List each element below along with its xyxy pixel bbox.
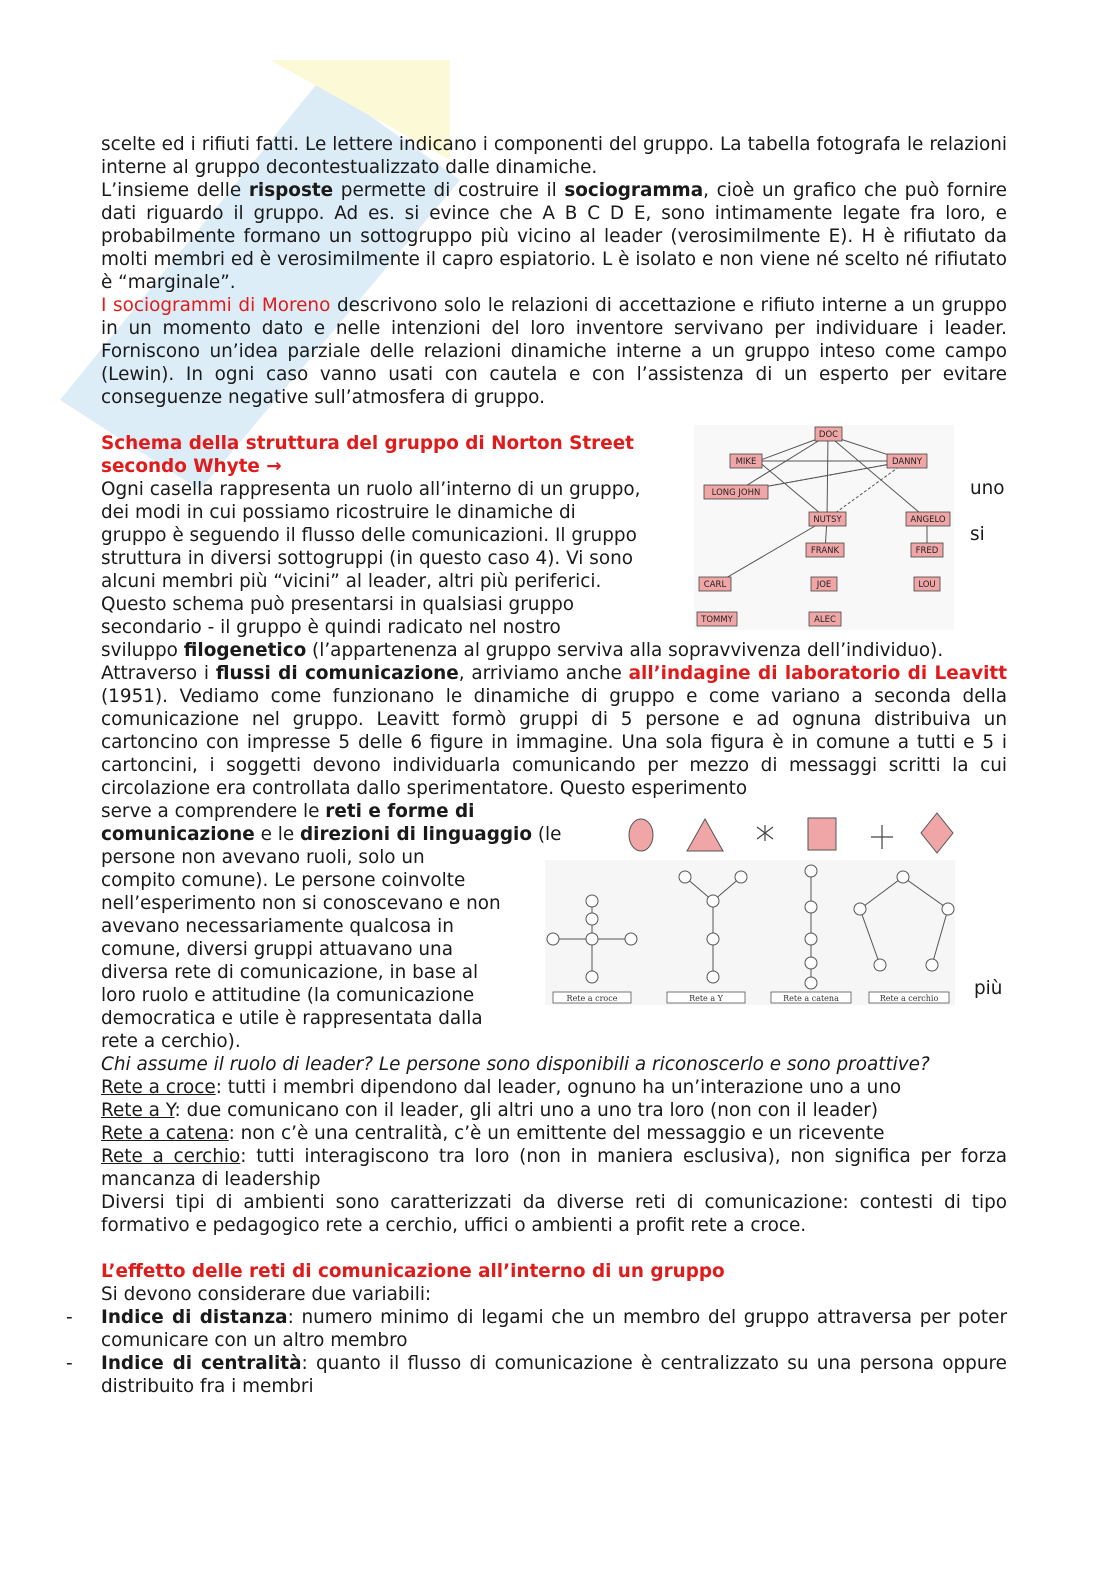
text-line: diversa rete di comunicazione, in base al <box>101 962 479 983</box>
node-label: NUTSY <box>813 515 842 525</box>
text-line: dei modi in cui possiamo ricostruire le dinamiche di <box>101 502 576 523</box>
paragraph-variabili: Si devono considerare due variabili: <box>101 1284 432 1305</box>
text-line: secondario - il gruppo è quindi radicato nel nostro <box>101 617 561 638</box>
text-line: democratica e utile è rappresentata dalla <box>101 1008 483 1029</box>
text-line: avevano necessariamente qualcosa in <box>101 916 454 937</box>
heading-norton-street: Schema della struttura del gruppo di Norton Street <box>101 433 634 454</box>
node-label: FRED <box>915 546 939 556</box>
paragraph-ambienti: Diversi tipi di ambienti sono caratterizzati da diverse reti di comunicazione: contesti di tipo formativo e pedagogico rete a cerchio, uffici o ambienti a profit rete a croce. <box>101 1192 1007 1236</box>
circle-shape <box>629 819 653 851</box>
node-label: TOMMY <box>701 615 733 625</box>
text-tail-piu: più <box>974 978 1003 999</box>
text-line: serve a comprendere le reti e forme di <box>101 801 475 822</box>
node-label: LONG JOHN <box>711 488 761 498</box>
diamond-shape <box>921 813 953 853</box>
node-label: CARL <box>703 580 727 590</box>
network-label: Rete a catena <box>783 994 839 1003</box>
text-line: compito comune). Le persone coinvolte <box>101 870 466 891</box>
node-label: DOC <box>818 430 839 440</box>
paragraph-leavitt: Attraverso i flussi di comunicazione, arriviamo anche all’indagine di laboratorio di Leavitt (1951). Vediamo come funzionano le dinamiche di gruppo e come variano a seconda della comunicazione nel gruppo. Leavitt formò gruppi di 5 persone e ad ognuna distribuiva un cartoncino con impresse 5 delle 6 figure in immagine. Una sola figura è in comune a tutti e 5 i cartoncini, i soggetti devono individuarla comunicando per mezzo di messaggi scritti la cui circolazione era controllata dallo sperimentatore. Questo esperimento <box>101 663 1007 799</box>
text-line: persone non avevano ruoli, solo un <box>101 847 425 868</box>
triangle-shape <box>687 819 723 851</box>
node-label: FRANK <box>810 546 840 556</box>
text-line: loro ruolo e attitudine (la comunicazione <box>101 985 475 1006</box>
node-label: ALEC <box>814 615 836 625</box>
text-line: struttura in diversi sottogruppi (in questo caso 4). Vi sono <box>101 548 633 569</box>
node-label: LOU <box>918 580 936 590</box>
rete-y-line: Rete a Y: due comunicano con il leader, gli altri uno a uno tra loro (non con il leader) <box>101 1100 878 1121</box>
norton-street-diagram <box>694 425 954 630</box>
heading-whyte: secondo Whyte → <box>101 456 282 477</box>
rete-catena-line: Rete a catena: non c’è una centralità, c’è un emittente del messaggio e un ricevente <box>101 1123 885 1144</box>
list-item: - Indice di distanza: numero minimo di legami che un membro del gruppo attraversa per poter comunicare con un altro membro <box>66 1307 1008 1351</box>
network-label: Rete a cerchio <box>879 994 939 1003</box>
text-tail-si: si <box>970 524 985 545</box>
node-label: MIKE <box>735 457 757 467</box>
text-line: Ogni casella rappresenta un ruolo all’interno di un gruppo, <box>101 479 641 500</box>
variables-list <box>66 1306 1008 1398</box>
node-label: DANNY <box>891 457 923 467</box>
paragraph-filogenetico: sviluppo filogenetico (l’appartenenza al gruppo serviva alla sopravvivenza dell’individuo). <box>101 640 944 661</box>
rete-cerchio-line: Rete a cerchio: tutti interagiscono tra loro (non in maniera esclusiva), non significa per forza mancanza di leadership <box>101 1146 1007 1190</box>
heading-effetto-reti: L’effetto delle reti di comunicazione all’interno di un gruppo <box>101 1261 725 1282</box>
moreno-highlight: I sociogrammi di Moreno <box>101 295 331 316</box>
text-line: nell’esperimento non si conoscevano e non <box>101 893 501 914</box>
square-shape <box>808 818 836 850</box>
paragraph-moreno: I sociogrammi di Moreno descrivono solo le relazioni di accettazione e rifiuto interne a un gruppo in un momento dato e nelle intenzioni del loro inventore servivano per individuare i leader. Forniscono un’idea parziale delle relazioni dinamiche interne a un gruppo inteso come campo (Lewin). In ogni caso vanno usati con cautela e con l’assistenza di un esperto per evitare conseguenze negative sull’atmosfera di gruppo. <box>101 295 1007 408</box>
text-line: rete a cerchio). <box>101 1031 241 1052</box>
network-label: Rete a Y <box>689 994 723 1003</box>
text-tail-uno: uno <box>970 478 1005 499</box>
leavitt-text-block <box>101 800 562 1053</box>
text-line: alcuni membri più “vicini” al leader, altri più periferici. <box>101 571 602 592</box>
paragraph-tabella: scelte ed i rifiuti fatti. Le lettere indicano i componenti del gruppo. La tabella fotografa le relazioni interne al gruppo decontestualizzato dalle dinamiche. <box>101 134 1007 178</box>
leavitt-networks-figure <box>545 805 955 1005</box>
node-label: JOE <box>816 580 832 590</box>
list-item: - Indice di centralità: quanto il flusso di comunicazione è centralizzato su una persona oppure distribuito fra i membri <box>66 1353 1007 1397</box>
node-label: ANGELO <box>910 515 946 525</box>
question-leader: Chi assume il ruolo di leader? Le persone sono disponibili a riconoscerlo e sono proattive? <box>101 1054 930 1075</box>
text-line: gruppo è seguendo il flusso delle comunicazioni. Il gruppo <box>101 525 637 546</box>
text-line: comunicazione e le direzioni di linguaggio (le <box>101 824 562 845</box>
norton-text-block <box>101 432 675 639</box>
asterisk-shape <box>757 825 773 841</box>
text-line: Questo schema può presentarsi in qualsiasi gruppo <box>101 594 575 615</box>
paragraph-sociogramma: L’insieme delle risposte permette di costruire il sociogramma, cioè un grafico che può fornire dati riguardo il gruppo. Ad es. si evince che A B C D E, sono intimamente legate fra loro, e probabilmente formano un sottogruppo più vicino al leader (verosimilmente E). H è rifiutato da molti membri ed è verosimilmente il capro espiatorio. L è isolato e non viene né scelto né rifiutato è “marginale”. <box>101 180 1007 293</box>
text-line: comune, diversi gruppi attuavano una <box>101 939 453 960</box>
rete-croce-line: Rete a croce: tutti i membri dipendono dal leader, ognuno ha un’interazione uno a uno <box>101 1077 902 1098</box>
network-label: Rete a croce <box>566 994 618 1003</box>
plus-shape <box>871 825 893 849</box>
document-body <box>66 133 1008 1398</box>
